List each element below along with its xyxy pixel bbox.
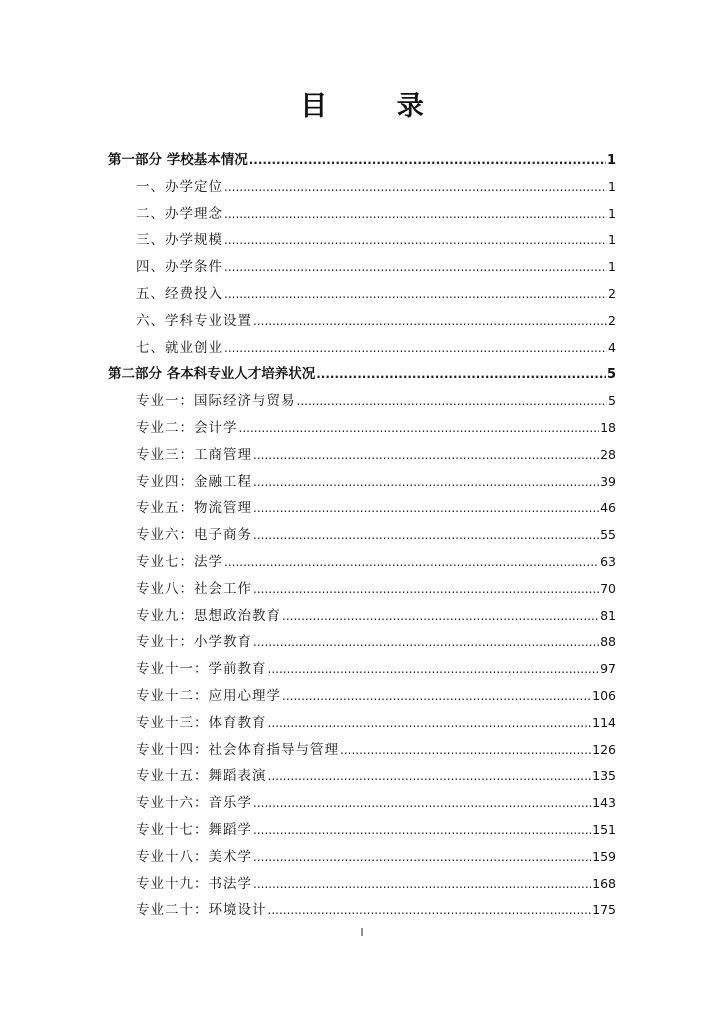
toc-entry[interactable] xyxy=(136,202,616,228)
toc-entry-label: 六、学科专业设置 xyxy=(136,312,252,329)
toc-entry-label: 专业二十：环境设计 xyxy=(136,902,267,919)
toc-entry[interactable] xyxy=(136,711,616,737)
toc-entry-label: 专业三：工商管理 xyxy=(136,446,252,463)
toc-entry-page: 88 xyxy=(600,634,616,650)
page-number: I xyxy=(360,926,364,939)
toc-entry-label: 专业五：物流管理 xyxy=(136,500,252,517)
toc-entry[interactable] xyxy=(136,604,616,630)
toc-entry-page: 2 xyxy=(608,312,616,328)
dot-leader xyxy=(224,233,607,247)
toc-entry-page: 70 xyxy=(600,580,616,596)
dot-leader xyxy=(253,528,599,542)
toc-entry-page: 135 xyxy=(592,768,616,784)
toc-entry-page: 5 xyxy=(606,367,616,383)
toc-entry[interactable] xyxy=(108,362,616,388)
toc-entry[interactable] xyxy=(136,175,616,201)
toc-entry[interactable] xyxy=(136,872,616,898)
toc-entry-label: 七、就业创业 xyxy=(136,339,223,356)
toc-entry-page: 39 xyxy=(600,473,616,489)
toc-entry-label: 专业六：电子商务 xyxy=(136,527,252,544)
toc-entry-label: 专业十三：体育教育 xyxy=(136,714,267,731)
toc-entry-label: 第二部分 各本科专业人才培养状况 xyxy=(108,366,316,383)
toc-entry-page: 2 xyxy=(608,286,616,301)
toc-entry[interactable] xyxy=(136,443,616,469)
dot-leader xyxy=(268,903,592,917)
toc-entry[interactable] xyxy=(136,282,616,308)
toc-entry[interactable] xyxy=(136,523,616,549)
toc-entry-label: 专业十一：学前教育 xyxy=(136,661,267,678)
toc-entry[interactable] xyxy=(136,255,616,281)
dot-leader xyxy=(253,877,591,891)
toc-entry-label: 专业一：国际经济与贸易 xyxy=(136,393,296,410)
toc-entry[interactable] xyxy=(136,818,616,844)
toc-entry[interactable] xyxy=(136,550,616,576)
dot-leader xyxy=(268,769,592,783)
toc-entry-page: 5 xyxy=(608,393,616,409)
toc-entry-label: 专业七：法学 xyxy=(136,554,223,570)
toc-entry-label: 五、经费投入 xyxy=(136,286,223,302)
toc-entry-page: 106 xyxy=(592,688,616,703)
dot-leader xyxy=(253,475,599,489)
toc-entry-page: 1 xyxy=(608,259,616,275)
toc-entry-label: 二、办学理念 xyxy=(136,205,223,222)
dot-leader xyxy=(253,314,607,328)
toc-entry-page: 1 xyxy=(608,232,616,248)
toc-entry-label: 专业十九：书法学 xyxy=(136,875,252,892)
toc-entry-page: 143 xyxy=(592,795,616,811)
dot-leader xyxy=(224,207,607,221)
toc-entry[interactable] xyxy=(136,684,616,710)
toc-entry[interactable] xyxy=(108,148,616,174)
toc-entry-page: 46 xyxy=(600,500,616,516)
dot-leader xyxy=(249,153,606,167)
toc-entry[interactable] xyxy=(136,898,616,924)
toc-entry-label: 专业十六：音乐学 xyxy=(136,795,252,812)
toc-entry[interactable] xyxy=(136,577,616,603)
toc-entry-label: 专业十五：舞蹈表演 xyxy=(136,768,267,785)
toc-entry-page: 4 xyxy=(608,339,616,355)
toc-entry[interactable] xyxy=(136,228,616,254)
dot-leader xyxy=(253,796,591,810)
toc-entry-label: 专业十四：社会体育指导与管理 xyxy=(136,741,339,758)
toc-entry[interactable] xyxy=(136,630,616,656)
toc-entry[interactable] xyxy=(136,389,616,415)
toc-entry[interactable] xyxy=(136,496,616,522)
dot-leader xyxy=(253,850,591,864)
toc-entry-label: 专业十八：美术学 xyxy=(136,848,252,865)
toc-entry-label: 专业十二：应用心理学 xyxy=(136,688,281,704)
toc-entry-page: 168 xyxy=(592,875,616,891)
dot-leader xyxy=(253,635,599,649)
toc-entry-label: 专业八：社会工作 xyxy=(136,580,252,597)
dot-leader xyxy=(253,448,599,462)
dot-leader xyxy=(268,662,600,676)
dot-leader xyxy=(224,180,607,194)
toc-entry[interactable] xyxy=(136,470,616,496)
dot-leader xyxy=(224,341,607,355)
toc-entry-page: 175 xyxy=(592,902,616,918)
dot-leader xyxy=(282,609,599,623)
dot-leader xyxy=(282,689,591,703)
toc-entry-page: 63 xyxy=(600,554,616,569)
toc-entry-label: 专业二：会计学 xyxy=(136,420,238,436)
dot-leader xyxy=(268,716,592,730)
dot-leader xyxy=(253,501,599,515)
dot-leader xyxy=(253,582,599,596)
dot-leader xyxy=(340,743,591,757)
toc-entry-label: 一、办学定位 xyxy=(136,178,223,195)
toc-entry-page: 151 xyxy=(592,822,616,837)
toc-entry-page: 126 xyxy=(592,741,616,757)
toc-entry-page: 1 xyxy=(608,178,616,194)
toc-entry[interactable] xyxy=(136,657,616,683)
toc-entry-page: 18 xyxy=(600,420,616,435)
toc-entry[interactable] xyxy=(136,764,616,790)
dot-leader xyxy=(316,367,606,381)
toc-entry-label: 四、办学条件 xyxy=(136,259,223,276)
toc-entry-page: 28 xyxy=(600,446,616,462)
toc-entry[interactable] xyxy=(136,309,616,335)
toc-entry-page: 81 xyxy=(600,607,616,623)
toc-entry[interactable] xyxy=(136,336,616,362)
dot-leader xyxy=(224,287,607,301)
toc-entry-label: 专业十：小学教育 xyxy=(136,634,252,651)
toc-entry-label: 专业四：金融工程 xyxy=(136,473,252,490)
dot-leader xyxy=(224,555,599,569)
toc-entry-page: 1 xyxy=(606,153,616,168)
toc-entry[interactable] xyxy=(136,738,616,764)
toc-entry-page: 55 xyxy=(600,527,616,543)
dot-leader xyxy=(224,260,607,274)
toc-entry-page: 159 xyxy=(592,848,616,864)
toc-entry-page: 114 xyxy=(592,714,616,730)
toc-entry-page: 1 xyxy=(608,205,616,221)
dot-leader xyxy=(253,823,591,837)
toc-entry-label: 第一部分 学校基本情况 xyxy=(108,152,248,168)
toc-entry-label: 专业十七：舞蹈学 xyxy=(136,822,252,838)
toc-entry[interactable] xyxy=(136,845,616,871)
toc-entry[interactable] xyxy=(136,791,616,817)
dot-leader xyxy=(239,421,600,435)
toc-entry-label: 三、办学规模 xyxy=(136,232,223,249)
toc-entry[interactable] xyxy=(136,416,616,442)
toc-entry-page: 97 xyxy=(600,661,616,677)
page-title: 目 录 xyxy=(300,91,454,122)
toc-entry-label: 专业九：思想政治教育 xyxy=(136,607,281,624)
dot-leader xyxy=(297,394,608,408)
